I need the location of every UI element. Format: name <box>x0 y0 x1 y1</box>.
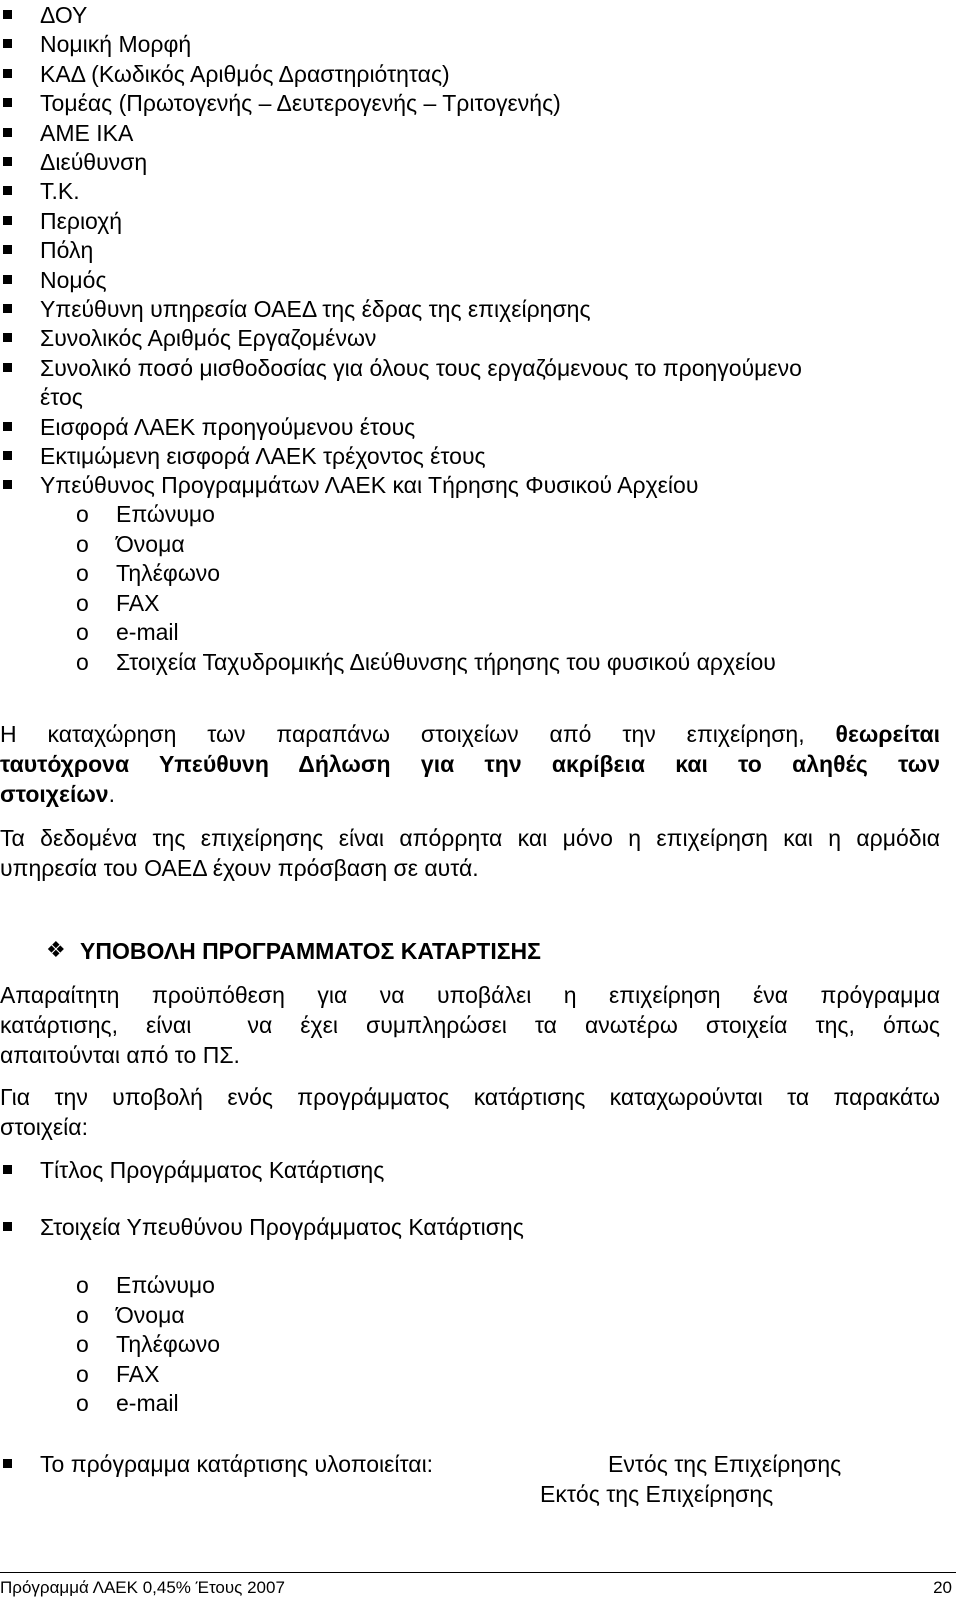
field-list-item: Εκτιμώμενη εισφορά ΛΑΕΚ τρέχοντος έτους <box>40 443 486 469</box>
field-list-item: έτος <box>40 384 83 410</box>
implementation-option-outside: Εκτός της Επιχείρησης <box>540 1481 774 1507</box>
sublist-item: Όνομα <box>116 531 185 557</box>
square-bullet-icon <box>3 422 12 431</box>
square-bullet-icon <box>3 216 12 225</box>
square-bullet-icon <box>3 39 12 48</box>
sublist-item: e-mail <box>116 619 179 645</box>
prerequisite-line-3: απαιτούνται από το ΠΣ. <box>0 1042 240 1068</box>
declaration-line-2: ταυτόχρονα Υπεύθυνη Δήλωση για την ακρίβεια και το αληθές των <box>0 751 940 777</box>
square-bullet-icon <box>3 333 12 342</box>
square-bullet-icon <box>3 1459 12 1468</box>
implementation-option-inside: Εντός της Επιχείρησης <box>608 1451 842 1477</box>
field-list-item: Διεύθυνση <box>40 149 148 175</box>
field-list-item: ΔΟΥ <box>40 2 88 28</box>
sublist-item: Τηλέφωνο <box>116 1331 221 1357</box>
sublist-item: Επώνυμο <box>116 1272 215 1298</box>
prerequisite-line-2: κατάρτισης, είναι να έχει συμπληρώσει τα ανωτέρω στοιχεία της, όπως <box>0 1012 940 1038</box>
four-diamond-icon: ❖ <box>46 937 66 962</box>
square-bullet-icon <box>3 245 12 254</box>
square-bullet-icon <box>3 98 12 107</box>
circle-bullet-icon: o <box>76 1361 89 1387</box>
confidentiality-line-1: Τα δεδομένα της επιχείρησης είναι απόρρητα και μόνο η επιχείρηση και η αρμόδια <box>0 825 940 851</box>
square-bullet-icon <box>3 451 12 460</box>
field-list-item: Συνολικό ποσό μισθοδοσίας για όλους τους εργαζόμενους το προηγούμενο <box>40 355 802 381</box>
sublist-item: FAX <box>116 590 160 616</box>
square-bullet-icon <box>3 128 12 137</box>
field-list-item: Υπεύθυνος Προγραμμάτων ΛΑΕΚ και Τήρησης Φυσικού Αρχείου <box>40 472 699 498</box>
square-bullet-icon <box>3 304 12 313</box>
square-bullet-icon <box>3 480 12 489</box>
square-bullet-icon <box>3 1165 12 1174</box>
submission-intro-line-1: Για την υποβολή ενός προγράμματος κατάρτισης καταχωρούνται τα παρακάτω <box>0 1084 940 1110</box>
prerequisite-line-1: Απαραίτητη προϋπόθεση για να υποβάλει η επιχείρηση ένα πρόγραμμα <box>0 982 940 1008</box>
sublist-item: FAX <box>116 1361 160 1387</box>
program-title-item: Τίτλος Προγράμματος Κατάρτισης <box>40 1157 385 1183</box>
section-heading: ΥΠΟΒΟΛΗ ΠΡΟΓΡΑΜΜΑΤΟΣ ΚΑΤΑΡΤΙΣΗΣ <box>80 938 541 964</box>
sublist-item: e-mail <box>116 1390 179 1416</box>
field-list-item: Τομέας (Πρωτογενής – Δευτερογενής – Τριτογενής) <box>40 90 561 116</box>
circle-bullet-icon: o <box>76 560 89 586</box>
square-bullet-icon <box>3 186 12 195</box>
circle-bullet-icon: o <box>76 1272 89 1298</box>
declaration-line-1: Η καταχώρηση των παραπάνω στοιχείων από την επιχείρηση, θεωρείται <box>0 721 940 747</box>
square-bullet-icon <box>3 275 12 284</box>
field-list-item: ΑΜΕ ΙΚΑ <box>40 120 134 146</box>
field-list-item: Συνολικός Αριθμός Εργαζομένων <box>40 325 377 351</box>
square-bullet-icon <box>3 69 12 78</box>
circle-bullet-icon: o <box>76 1390 89 1416</box>
field-list-item: ΚΑΔ (Κωδικός Αριθμός Δραστηριότητας) <box>40 61 450 87</box>
square-bullet-icon <box>3 363 12 372</box>
circle-bullet-icon: o <box>76 619 89 645</box>
circle-bullet-icon: o <box>76 1331 89 1357</box>
implementation-label: Το πρόγραμμα κατάρτισης υλοποιείται: <box>40 1451 434 1477</box>
sublist-item: Στοιχεία Ταχυδρομικής Διεύθυνσης τήρησης του φυσικού αρχείου <box>116 649 776 675</box>
field-list-item: Τ.Κ. <box>40 178 80 204</box>
footer-rule <box>0 1572 956 1573</box>
square-bullet-icon <box>3 1222 12 1231</box>
field-list-item: Πόλη <box>40 237 94 263</box>
square-bullet-icon <box>3 10 12 19</box>
sublist-item: Όνομα <box>116 1302 185 1328</box>
program-responsible-item: Στοιχεία Υπευθύνου Προγράμματος Κατάρτισης <box>40 1214 524 1240</box>
field-list-item: Περιοχή <box>40 208 123 234</box>
submission-intro-line-2: στοιχεία: <box>0 1114 88 1140</box>
circle-bullet-icon: o <box>76 501 89 527</box>
sublist-item: Τηλέφωνο <box>116 560 221 586</box>
declaration-line-3: στοιχείων. <box>0 781 115 807</box>
confidentiality-line-2: υπηρεσία του ΟΑΕΔ έχουν πρόσβαση σε αυτά. <box>0 855 479 881</box>
circle-bullet-icon: o <box>76 1302 89 1328</box>
field-list-item: Νομός <box>40 267 107 293</box>
circle-bullet-icon: o <box>76 590 89 616</box>
circle-bullet-icon: o <box>76 649 89 675</box>
square-bullet-icon <box>3 157 12 166</box>
field-list-item: Υπεύθυνη υπηρεσία ΟΑΕΔ της έδρας της επιχείρησης <box>40 296 591 322</box>
sublist-item: Επώνυμο <box>116 501 215 527</box>
field-list-item: Νομική Μορφή <box>40 31 192 57</box>
field-list-item: Εισφορά ΛΑΕΚ προηγούμενου έτους <box>40 414 416 440</box>
footer-title: Πρόγραμμά ΛΑΕΚ 0,45% Έτους 2007 <box>0 1578 285 1597</box>
page-number: 20 <box>933 1578 952 1597</box>
circle-bullet-icon: o <box>76 531 89 557</box>
